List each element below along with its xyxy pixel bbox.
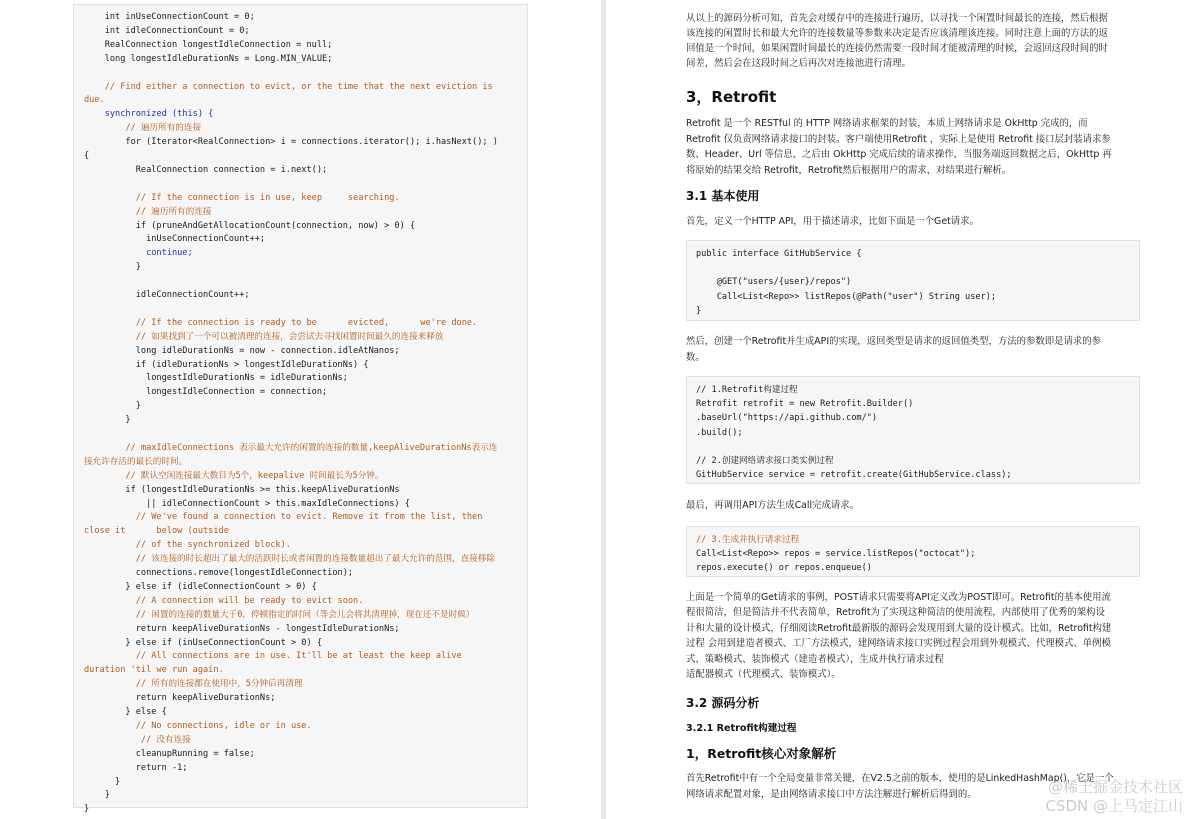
text-line: 首先Retrofit中有一个全局变量非常关键，在V2.5之前的版本，使用的是LinkedHashMap()，它是一个 (686, 773, 1114, 784)
code-line: } (84, 804, 90, 815)
code-line: { (84, 151, 90, 161)
code-line: // 遍历所有的连接 (84, 123, 202, 134)
heading-core-objects: 1，Retrofit核心对象解析 (686, 746, 837, 761)
code-line: public interface GitHubService { (696, 249, 862, 259)
text-line: 然后，创建一个Retrofit并生成API的实现，返回类型是请求的返回值类型，方法的参数即是请求的参 (686, 336, 1101, 347)
code-line: } (84, 401, 141, 412)
code-line: // If the connection is ready to be evicted, we're done. (84, 317, 478, 328)
code-line: // 默认空闲连接最大数目为5个，keepalive 时间最长为5分钟。 (84, 470, 384, 481)
code-line: // 没有连接 (84, 734, 191, 745)
page-divider (601, 0, 606, 819)
heading-basic-usage: 3.1 基本使用 (686, 189, 760, 203)
code-line: // No connections, idle or in use. (84, 720, 312, 731)
code-line: longestIdleConnection = connection; (84, 387, 328, 398)
text-line: 将原始的结果交给 Retrofit，Retrofit然后根据用户的需求，对结果进行解析。 (686, 164, 1012, 176)
code-line: if (idleDurationNs > longestIdleDurationNs) { (84, 359, 369, 370)
step2-text (686, 334, 1161, 365)
code-line: long idleDurationNs = now - connection.idleAtNanos; (84, 345, 400, 356)
code-line: inUseConnectionCount++; (84, 234, 266, 245)
heading-retrofit: 3，Retrofit (686, 88, 777, 106)
text-line: 程很简洁，但是简洁并不代表简单，Retrofit为了实现这种简洁的使用流程，内部使用了优秀的架构设 (686, 607, 1105, 619)
text-line: Retrofit 是一个 RESTful 的 HTTP 网络请求框架的封装，本质上网络请求是 OkHttp 完成的，而 (686, 118, 1088, 129)
text-line: 网络请求配置对象，是由网络请求接口中方法注解进行解析后得到的。 (686, 789, 977, 800)
code-line: close it below (outside (84, 526, 229, 537)
summary-paragraph (686, 590, 1161, 682)
code-line: // 3.生成并执行请求过程 (696, 535, 800, 545)
text-line: 从以上的源码分析可知，首先会对缓存中的连接进行遍历，以寻找一个闲置时间最长的连接，然后根据 (686, 13, 1108, 24)
code-line: // 所有的连接都在使用中，5分钟后再清理 (84, 679, 303, 690)
text-line: 数。 (686, 351, 705, 363)
code-line: int idleConnectionCount = 0; (84, 25, 250, 36)
code-line: // Find either a connection to evict, or the time that the next eviction is (84, 81, 493, 92)
code-line: } else if (inUseConnectionCount > 0) { (84, 637, 322, 648)
watermark-line: @稀土掘金技术社区 (1047, 778, 1183, 796)
code-line: // If the connection is in use, keep searching. (84, 192, 400, 203)
code-line: repos.execute() or repos.enqueue() (696, 563, 872, 574)
code-line: // 遍历所有的连接 (84, 206, 212, 217)
code-listing-panel (73, 4, 528, 815)
text-line: 适配器模式（代理模式、装饰模式）。 (686, 668, 841, 680)
code-line: idleConnectionCount++; (84, 290, 250, 300)
code-line: RealConnection longestIdleConnection = null; (84, 39, 333, 50)
text-line: 式、策略模式、装饰模式（建造者模式），生成并执行请求过程 (686, 653, 944, 665)
code-line: || idleConnectionCount > this.maxIdleConnections) { (84, 498, 410, 509)
code-line: @GET("users/{user}/repos") (696, 277, 852, 288)
code-line: synchronized (this) { (84, 109, 214, 120)
code-line: long longestIdleDurationNs = Long.MIN_VALUE; (84, 53, 333, 64)
code-line: .build(); (696, 427, 743, 438)
code-block-execute-request (686, 526, 1140, 577)
code-line: connections.remove(longestIdleConnection); (84, 568, 354, 578)
code-line: return keepAliveDurationNs; (84, 693, 276, 704)
code-block-retrofit-build (686, 376, 1140, 484)
code-line: Call<List<Repo>> listRepos(@Path("user") String user); (696, 291, 997, 302)
text-line: 该连接的闲置时长和最大允许的连接数量等参数来决定是否应该清理该连接。同时注意上面的方法的返 (686, 28, 1108, 39)
code-line: // We've found a connection to evict. Remove it from the list, then (84, 512, 483, 523)
step3-text: 最后，再调用API方法生成Call完成请求。 (686, 500, 859, 511)
intro-paragraph (686, 11, 1161, 71)
heading-retrofit-build-process: 3.2.1 Retrofit构建过程 (686, 723, 797, 734)
code-line: longestIdleDurationNs = idleDurationNs; (84, 373, 348, 384)
code-line: GitHubService service = retrofit.create(GitHubService.class); (696, 470, 1012, 481)
code-line: 接允许存活的最长的时间。 (84, 456, 188, 467)
code-line: } (84, 262, 141, 273)
code-line: return keepAliveDurationNs - longestIdleDurationNs; (84, 623, 400, 634)
code-line: int inUseConnectionCount = 0; (84, 12, 255, 22)
text-line: 计和大量的设计模式，仔细阅读Retrofit最新版的源码会发现用到大量的设计模式。比如，Retrofit构建 (686, 622, 1112, 634)
heading-source-analysis: 3.2 源码分析 (686, 696, 760, 710)
code-line: // All connections are in use. It'll be at least the keep alive (84, 651, 462, 662)
code-line: // 如果找到了一个可以被清理的连接，会尝试去寻找闲置时间最久的连接来释放 (84, 331, 444, 342)
code-line: // 该连接的时长超出了最大的活跃时长或者闲置的连接数量超出了最大允许的范围，直接移除 (84, 554, 496, 565)
code-line: return -1; (84, 762, 188, 773)
watermark (1045, 778, 1183, 816)
text-line: 间差，然后会在这段时间之后再次对连接池进行清理。 (686, 58, 912, 69)
code-line: duration 'til we run again. (84, 665, 224, 676)
code-line: } else if (idleConnectionCount > 0) { (84, 581, 317, 592)
code-line: } (696, 305, 702, 316)
code-line: // 1.Retrofit构建过程 (696, 385, 798, 395)
code-line: continue; (84, 248, 193, 259)
code-line: } else { (84, 707, 167, 717)
code-line: .baseUrl("https://api.github.com/") (696, 413, 878, 424)
text-line: 上面是一个简单的Get请求的事例，POST请求只需要将API定义改为POST即可。Retrofit的基本使用流 (686, 592, 1111, 603)
code-line: // 2.创建网络请求接口类实例过程 (696, 456, 834, 466)
code-line: } (84, 776, 121, 787)
code-line: RealConnection connection = i.next(); (84, 164, 328, 175)
text-line: 回值是一个时间，如果闲置时间最长的连接仍然需要一段时间才能被清理的时候，会返回这段时间的时 (686, 43, 1108, 54)
retrofit-description (686, 116, 1161, 178)
code-line: // of the synchronized block). (84, 540, 291, 551)
code-line: if (pruneAndGetAllocationCount(connection, now) > 0) { (84, 220, 416, 231)
code-line: // A connection will be ready to evict soon. (84, 595, 364, 606)
text-line: Retrofit 仅负责网络请求接口的封装。客户端使用Retrofit ，实际上是使用 Retrofit 接口层封装请求参 (686, 133, 1111, 145)
code-line: // 闲置的连接的数量大于0，停顿指定的时间（等会儿会将其清理掉，现在还不是时候） (84, 609, 475, 620)
text-line: 过程 会用到建造者模式、工厂方法模式，建网络请求接口实例过程会用到外观模式、代理模式、单例模 (686, 638, 1111, 650)
right-page (607, 0, 1195, 819)
watermark-line: CSDN @上马定江山 (1045, 797, 1183, 815)
code-line: if (longestIdleDurationNs >= this.keepAliveDurationNs (84, 484, 400, 495)
text-line: 数、Header、Url 等信息，之后由 OkHttp 完成后续的请求操作，当服务端返回数据之后，OkHttp 再 (686, 149, 1112, 160)
code-line: } (84, 415, 131, 426)
code-line: for (Iterator<RealConnection> i = connections.iterator(); i.hasNext(); ) (84, 137, 498, 148)
code-line: Call<List<Repo>> repos = service.listRepos("octocat"); (696, 549, 976, 560)
code-line: due. (84, 95, 105, 106)
code-line: } (84, 790, 110, 801)
code-line: Retrofit retrofit = new Retrofit.Builder() (696, 399, 914, 410)
code-line: // maxIdleConnections 表示最大允许的闲置的连接的数量,keepAliveDurationNs表示连 (84, 442, 498, 453)
code-line: cleanupRunning = false; (84, 748, 255, 759)
step1-text: 首先，定义一个HTTP API，用于描述请求，比如下面是一个Get请求。 (686, 216, 979, 227)
code-block-api-definition (686, 240, 1140, 321)
